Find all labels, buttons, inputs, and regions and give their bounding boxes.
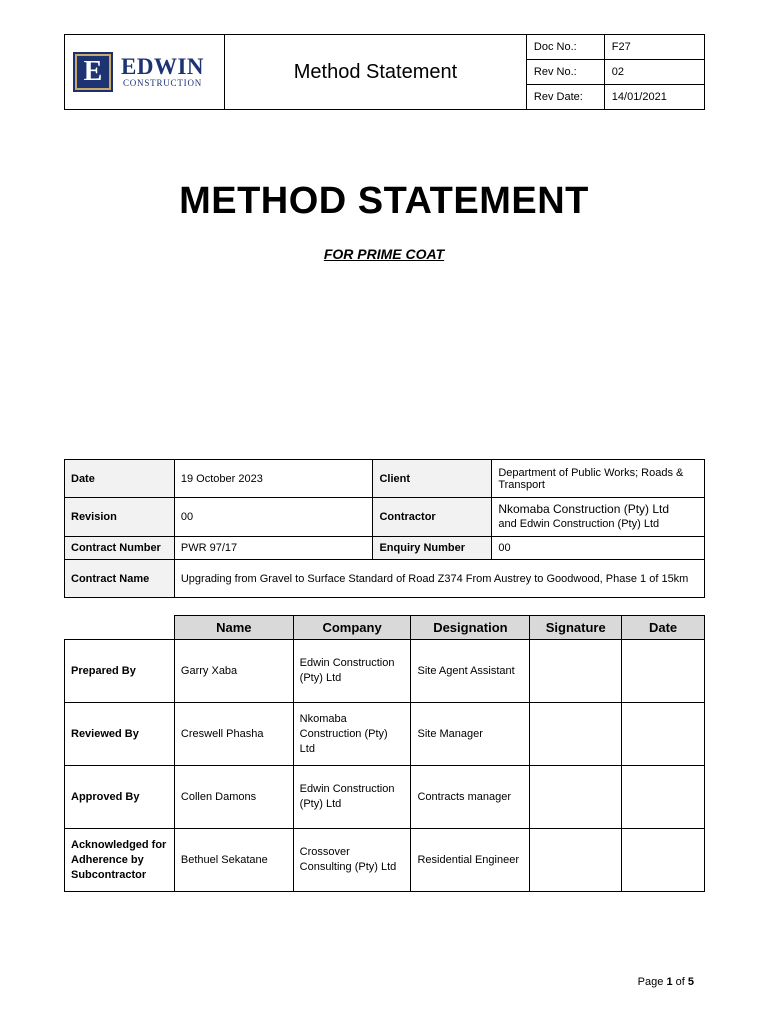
client-label: Client — [373, 460, 492, 498]
client-value: Department of Public Works; Roads & Transport — [492, 460, 705, 498]
enquiry-number-value: 00 — [492, 537, 705, 560]
signoff-company: Crossover Consulting (Pty) Ltd — [293, 829, 411, 892]
contract-name-value: Upgrading from Gravel to Surface Standard of Road Z374 From Austrey to Goodwood, Phase 1 of 15km — [174, 560, 704, 598]
doc-no-value: F27 — [604, 35, 704, 60]
signoff-designation: Contracts manager — [411, 766, 530, 829]
signoff-table — [64, 615, 705, 892]
signoff-name: Creswell Phasha — [174, 703, 293, 766]
signoff-name: Garry Xaba — [174, 640, 293, 703]
signoff-name: Collen Damons — [174, 766, 293, 829]
signoff-row-prepared — [65, 640, 705, 703]
revision-value: 00 — [174, 498, 373, 537]
logo-wordmark — [121, 56, 204, 88]
signoff-role: Approved By — [65, 766, 175, 829]
document-header — [64, 34, 705, 110]
rev-date-value: 14/01/2021 — [604, 85, 704, 110]
of-word: of — [675, 976, 685, 988]
signoff-role: Prepared By — [65, 640, 175, 703]
signoff-company: Edwin Construction (Pty) Ltd — [293, 640, 411, 703]
signoff-header-signature: Signature — [530, 616, 622, 640]
signoff-corner — [65, 616, 175, 640]
signoff-signature — [530, 766, 622, 829]
contractor-line-1: Nkomaba Construction (Pty) Ltd — [498, 502, 670, 516]
signoff-date — [622, 640, 705, 703]
date-label: Date — [65, 460, 175, 498]
logo-letter: E — [77, 56, 109, 88]
header-title: Method Statement — [225, 35, 527, 110]
enquiry-number-label: Enquiry Number — [373, 537, 492, 560]
signoff-header-designation: Designation — [411, 616, 530, 640]
date-value: 19 October 2023 — [174, 460, 373, 498]
signoff-signature — [530, 829, 622, 892]
rev-date-label: Rev Date: — [526, 85, 604, 110]
page-number — [638, 976, 694, 988]
logo-cell — [65, 35, 225, 110]
contract-name-label: Contract Name — [65, 560, 175, 598]
signoff-company: Edwin Construction (Pty) Ltd — [293, 766, 411, 829]
signoff-designation: Site Manager — [411, 703, 530, 766]
logo-mark — [73, 52, 113, 92]
rev-no-label: Rev No.: — [526, 60, 604, 85]
document-subtitle: FOR PRIME COAT — [323, 246, 445, 262]
contract-number-label: Contract Number — [65, 537, 175, 560]
signoff-signature — [530, 640, 622, 703]
doc-no-label: Doc No.: — [526, 35, 604, 60]
contract-number-value: PWR 97/17 — [174, 537, 373, 560]
signoff-row-acknowledged — [65, 829, 705, 892]
page-word: Page — [637, 976, 664, 988]
logo-subtitle: CONSTRUCTION — [122, 78, 203, 88]
contractor-label: Contractor — [373, 498, 492, 537]
document-title: METHOD STATEMENT — [179, 180, 589, 222]
page-total: 5 — [687, 976, 694, 988]
signoff-name: Bethuel Sekatane — [174, 829, 293, 892]
signoff-header-date: Date — [622, 616, 705, 640]
signoff-header-name: Name — [174, 616, 293, 640]
contractor-value — [492, 498, 705, 537]
signoff-date — [622, 703, 705, 766]
signoff-role: Reviewed By — [65, 703, 175, 766]
signoff-role: Acknowledged for Adherence by Subcontractor — [65, 829, 175, 892]
company-logo — [65, 52, 224, 92]
contract-info-table — [64, 459, 705, 598]
revision-label: Revision — [65, 498, 175, 537]
signoff-header-company: Company — [293, 616, 411, 640]
page-current: 1 — [666, 976, 673, 988]
signoff-company: Nkomaba Construction (Pty) Ltd — [293, 703, 411, 766]
signoff-row-reviewed — [65, 703, 705, 766]
signoff-row-approved — [65, 766, 705, 829]
contractor-line-2: and Edwin Construction (Pty) Ltd — [498, 518, 660, 530]
logo-name: EDWIN — [121, 54, 205, 79]
signoff-designation: Residential Engineer — [411, 829, 530, 892]
signoff-date — [622, 829, 705, 892]
rev-no-value: 02 — [604, 60, 704, 85]
signoff-date — [622, 766, 705, 829]
signoff-signature — [530, 703, 622, 766]
signoff-designation: Site Agent Assistant — [411, 640, 530, 703]
